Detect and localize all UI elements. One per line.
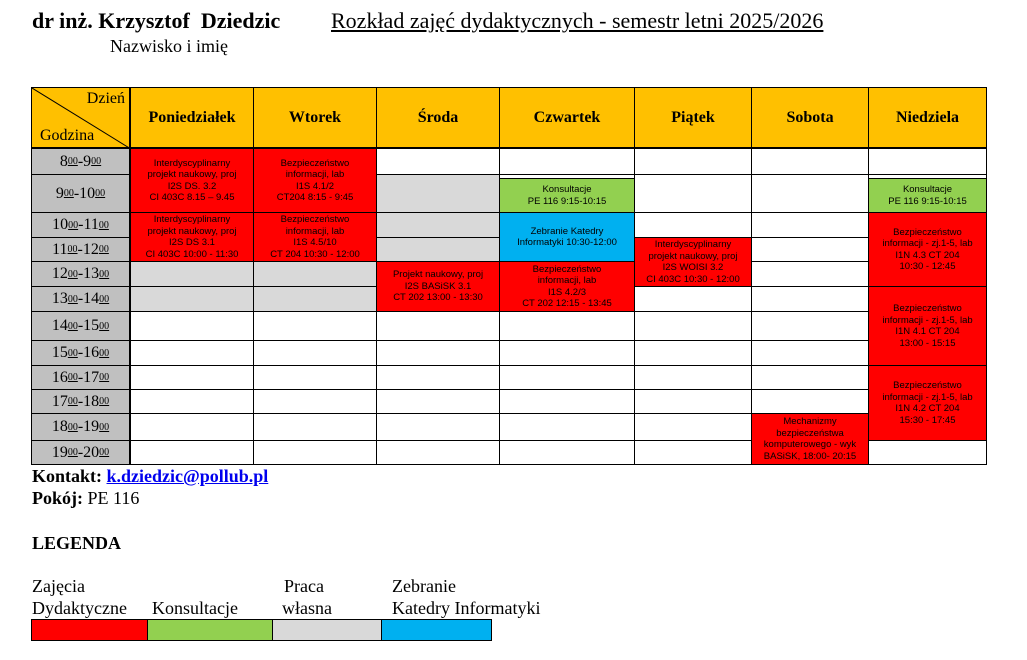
room-line bbox=[32, 488, 139, 509]
event-line: CI 403C 10:00 - 11:30 bbox=[145, 248, 239, 260]
day-header: Niedziela bbox=[868, 87, 987, 148]
hour-start: 13 bbox=[51, 290, 68, 307]
legend-line: Praca bbox=[284, 576, 324, 596]
schedule-cell[interactable] bbox=[376, 311, 500, 341]
table-corner bbox=[31, 87, 130, 148]
event-block[interactable] bbox=[130, 148, 254, 213]
minute-start: 00 bbox=[67, 347, 78, 359]
teacher-name: dr inż. Krzysztof Dziedzic bbox=[32, 8, 281, 33]
event-block[interactable] bbox=[130, 212, 254, 262]
event-line: Bezpieczeństwo bbox=[893, 226, 962, 238]
event-text bbox=[146, 214, 239, 260]
event-block[interactable] bbox=[868, 286, 987, 366]
event-line: I2S DS. 3.2 bbox=[167, 180, 217, 192]
event-text bbox=[528, 184, 607, 207]
event-line: I2S WOISI 3.2 bbox=[662, 262, 724, 273]
dash: - bbox=[77, 443, 84, 461]
event-line: 10:30 - 12:45 bbox=[899, 261, 956, 272]
hour-end: 14 bbox=[83, 290, 100, 307]
minute-end: 00 bbox=[95, 188, 106, 199]
event-line: informacji - zj.1-5, lab bbox=[882, 238, 973, 249]
legend-line: własna bbox=[282, 598, 332, 618]
day-header: Sobota bbox=[751, 87, 869, 148]
schedule-cell[interactable] bbox=[499, 365, 635, 390]
legend-label-consult bbox=[152, 575, 238, 619]
schedule-cell[interactable] bbox=[868, 148, 987, 175]
event-line: I1N 4.1 CT 204 bbox=[895, 326, 960, 337]
schedule-cell[interactable] bbox=[868, 440, 987, 465]
event-line: Bezpieczeństwo bbox=[893, 303, 962, 314]
schedule-cell[interactable] bbox=[634, 440, 752, 465]
minute-end: 00 bbox=[98, 244, 109, 255]
minute-start: 00 bbox=[63, 188, 74, 199]
schedule-cell[interactable] bbox=[499, 340, 635, 366]
day-header: Czwartek bbox=[499, 87, 635, 148]
legend-line: Zebranie bbox=[392, 576, 456, 596]
schedule-cell[interactable] bbox=[130, 261, 254, 287]
schedule-cell[interactable] bbox=[253, 365, 377, 390]
legend-label-own-work bbox=[282, 575, 332, 619]
event-line: informacji, lab bbox=[285, 225, 345, 237]
event-text bbox=[764, 416, 856, 462]
legend-line: Zajęcia bbox=[32, 576, 85, 596]
hour-end: 13 bbox=[83, 265, 100, 282]
schedule-cell[interactable] bbox=[634, 365, 752, 390]
hour-start: 14 bbox=[51, 317, 68, 334]
hour-end: 17 bbox=[83, 368, 100, 386]
event-line: CT 202 12:15 - 13:45 bbox=[522, 298, 612, 309]
legend-label-teaching bbox=[32, 575, 127, 619]
event-text bbox=[517, 226, 617, 249]
event-text bbox=[147, 158, 236, 204]
time-slot bbox=[31, 237, 130, 262]
legend-title: LEGENDA bbox=[32, 533, 122, 553]
minute-end: 00 bbox=[99, 372, 110, 383]
schedule-table bbox=[31, 87, 986, 464]
schedule-cell[interactable] bbox=[751, 261, 869, 287]
event-block[interactable] bbox=[868, 178, 987, 213]
event-block[interactable] bbox=[253, 212, 377, 262]
event-line: I1S 4.1/2 bbox=[295, 180, 334, 192]
dash: - bbox=[77, 290, 84, 307]
event-line: Bezpieczeństwo bbox=[280, 214, 350, 225]
hour-end: 15 bbox=[83, 317, 100, 334]
schedule-cell[interactable] bbox=[130, 340, 254, 366]
schedule-cell[interactable] bbox=[253, 389, 377, 414]
day-header: Piątek bbox=[634, 87, 752, 148]
event-text bbox=[277, 158, 354, 204]
event-line: Projekt naukowy, proj bbox=[392, 269, 484, 281]
event-line: PE 116 9:15-10:15 bbox=[888, 195, 967, 207]
hour-end: 12 bbox=[82, 240, 99, 258]
corner-day-label: Dzień bbox=[86, 90, 125, 107]
dash: - bbox=[77, 240, 83, 258]
event-line: I1N 4.3 CT 204 bbox=[895, 249, 960, 261]
schedule-cell[interactable] bbox=[376, 174, 500, 213]
hour-start: 11 bbox=[52, 240, 68, 258]
schedule-cell[interactable] bbox=[253, 340, 377, 366]
event-line: Informatyki 10:30-12:00 bbox=[517, 237, 617, 248]
minute-start: 00 bbox=[68, 219, 79, 231]
dash: - bbox=[77, 392, 84, 410]
minute-start: 00 bbox=[67, 156, 78, 167]
event-block[interactable] bbox=[868, 365, 987, 441]
name-caption: Nazwisko i imię bbox=[110, 36, 228, 56]
hour-start: 15 bbox=[51, 344, 68, 361]
event-line: Bezpieczeństwo bbox=[280, 157, 350, 169]
email-link[interactable]: k.dziedzic@pollub.pl bbox=[106, 466, 269, 486]
event-block[interactable] bbox=[499, 261, 635, 312]
schedule-cell[interactable] bbox=[634, 311, 752, 341]
minute-start: 00 bbox=[67, 372, 78, 383]
event-line: I2S BASiSK 3.1 bbox=[404, 280, 472, 292]
schedule-cell[interactable] bbox=[253, 413, 377, 441]
dash: - bbox=[77, 368, 84, 386]
event-line: 15:30 - 17:45 bbox=[899, 414, 956, 426]
day-header: Poniedziałek bbox=[130, 87, 254, 148]
minute-end: 00 bbox=[99, 268, 110, 280]
time-slot bbox=[31, 311, 130, 341]
schedule-cell[interactable] bbox=[130, 389, 254, 414]
time-slot bbox=[31, 413, 130, 441]
schedule-cell[interactable] bbox=[499, 389, 635, 414]
hour-start: 19 bbox=[51, 443, 68, 461]
hour-end: 19 bbox=[83, 418, 100, 435]
event-line: I1S 4.2/3 bbox=[547, 286, 587, 298]
minute-end: 00 bbox=[99, 447, 110, 458]
schedule-cell[interactable] bbox=[751, 365, 869, 390]
event-line: informacji - zj.1-5, lab bbox=[882, 314, 973, 326]
legend-swatch-meeting bbox=[381, 619, 492, 641]
time-slot bbox=[31, 340, 130, 366]
schedule-cell[interactable] bbox=[751, 148, 869, 175]
dash: - bbox=[73, 184, 80, 202]
minute-start: 00 bbox=[67, 320, 78, 332]
schedule-cell[interactable] bbox=[499, 311, 635, 341]
event-block[interactable] bbox=[499, 178, 635, 213]
event-text bbox=[882, 303, 972, 349]
event-line: Interdyscyplinarny bbox=[153, 157, 231, 169]
event-text bbox=[270, 214, 360, 260]
event-line: projekt naukowy, proj bbox=[648, 250, 738, 262]
time-slot bbox=[31, 261, 130, 287]
schedule-cell[interactable] bbox=[751, 389, 869, 414]
event-line: bezpieczeństwa bbox=[776, 427, 844, 439]
time-slot bbox=[31, 212, 130, 238]
legend-swatch-consult bbox=[147, 619, 273, 641]
schedule-cell[interactable] bbox=[376, 440, 500, 465]
schedule-cell[interactable] bbox=[634, 212, 752, 238]
event-line: CT 204 10:30 - 12:00 bbox=[270, 248, 360, 260]
schedule-cell[interactable] bbox=[130, 365, 254, 390]
contact-label: Kontakt: bbox=[32, 466, 103, 486]
event-line: Zebranie Katedry bbox=[530, 225, 604, 237]
schedule-cell[interactable] bbox=[130, 311, 254, 341]
legend-swatch-teaching bbox=[31, 619, 148, 641]
schedule-cell[interactable] bbox=[376, 389, 500, 414]
schedule-cell[interactable] bbox=[499, 413, 635, 441]
event-text bbox=[646, 239, 739, 285]
time-slot bbox=[31, 148, 130, 175]
event-line: komputerowego - wyk bbox=[763, 439, 857, 450]
corner-hour-label: Godzina bbox=[40, 127, 95, 144]
minute-start: 00 bbox=[67, 421, 78, 433]
hour-end: 18 bbox=[83, 392, 100, 410]
event-line: CI 403C 8.15 – 9.45 bbox=[149, 192, 235, 203]
hour-start: 10 bbox=[52, 216, 69, 233]
schedule-cell[interactable] bbox=[376, 340, 500, 366]
dash: - bbox=[77, 317, 84, 334]
room-label: Pokój: bbox=[32, 488, 83, 508]
time-slot bbox=[31, 365, 130, 390]
schedule-cell[interactable] bbox=[634, 286, 752, 312]
contact-line bbox=[32, 466, 268, 487]
event-text bbox=[882, 380, 972, 426]
minute-end: 00 bbox=[99, 396, 110, 407]
hour-start: 18 bbox=[51, 418, 68, 435]
schedule-cell[interactable] bbox=[499, 440, 635, 465]
event-line: I1N 4.2 CT 204 bbox=[895, 403, 960, 414]
event-line: PE 116 9:15-10:15 bbox=[527, 195, 607, 207]
schedule-cell[interactable] bbox=[751, 212, 869, 238]
minute-end: 00 bbox=[91, 156, 102, 167]
schedule-cell[interactable] bbox=[376, 148, 500, 175]
schedule-cell[interactable] bbox=[253, 286, 377, 312]
event-line: I2S DS 3.1 bbox=[169, 237, 215, 248]
event-line: I1S 4.5/10 bbox=[293, 237, 337, 248]
legend-line: Katedry Informatyki bbox=[392, 598, 541, 618]
schedule-cell[interactable] bbox=[634, 174, 752, 213]
legend-swatch-own-work bbox=[272, 619, 382, 641]
event-block[interactable] bbox=[253, 148, 377, 213]
minute-start: 00 bbox=[67, 293, 78, 305]
hour-end: 9 bbox=[83, 152, 92, 170]
hour-start: 17 bbox=[51, 392, 68, 410]
minute-end: 00 bbox=[99, 421, 110, 433]
schedule-cell[interactable] bbox=[376, 365, 500, 390]
day-header: Środa bbox=[376, 87, 500, 148]
minute-start: 00 bbox=[67, 244, 78, 255]
event-block[interactable] bbox=[634, 237, 752, 287]
event-line: Interdyscyplinarny bbox=[654, 239, 732, 250]
hour-start: 16 bbox=[51, 368, 68, 386]
event-line: projekt naukowy, proj bbox=[147, 225, 237, 237]
event-line: CT 202 13:00 - 13:30 bbox=[393, 292, 483, 304]
event-block[interactable] bbox=[376, 261, 500, 312]
schedule-cell[interactable] bbox=[634, 389, 752, 414]
schedule-cell[interactable] bbox=[751, 174, 869, 213]
schedule-cell[interactable] bbox=[751, 237, 869, 262]
hour-end: 11 bbox=[83, 216, 99, 233]
hour-end: 16 bbox=[83, 344, 100, 361]
legend-line bbox=[152, 575, 238, 597]
event-line: Konsultacje bbox=[902, 184, 953, 195]
schedule-cell[interactable] bbox=[130, 440, 254, 465]
minute-start: 00 bbox=[67, 396, 78, 407]
event-text bbox=[888, 184, 967, 207]
event-line: Bezpieczeństwo bbox=[893, 380, 962, 391]
minute-end: 00 bbox=[98, 219, 109, 231]
event-line: Mechanizmy bbox=[783, 416, 837, 427]
event-line: Konsultacje bbox=[542, 184, 592, 195]
schedule-cell[interactable] bbox=[253, 261, 377, 287]
schedule-cell[interactable] bbox=[130, 286, 254, 312]
schedule-cell[interactable] bbox=[634, 340, 752, 366]
event-line: BASiSK, 18:00- 20:15 bbox=[763, 450, 857, 462]
schedule-cell[interactable] bbox=[376, 413, 500, 441]
event-text bbox=[882, 227, 972, 273]
event-block[interactable] bbox=[751, 413, 869, 465]
minute-end: 00 bbox=[99, 347, 110, 359]
schedule-cell[interactable] bbox=[376, 237, 500, 262]
event-line: CT204 8:15 - 9:45 bbox=[276, 192, 354, 203]
hour-start: 12 bbox=[51, 265, 68, 282]
dash: - bbox=[77, 344, 84, 361]
event-block[interactable] bbox=[499, 212, 635, 262]
event-line: informacji, lab bbox=[537, 275, 597, 286]
event-line: projekt naukowy, proj bbox=[147, 169, 237, 180]
legend-label-meeting bbox=[392, 575, 540, 619]
time-slot bbox=[31, 286, 130, 312]
schedule-cell[interactable] bbox=[499, 148, 635, 175]
event-line: CI 403C 10:30 - 12:00 bbox=[646, 273, 740, 285]
page-title: Rozkład zajęć dydaktycznych - semestr letni 2025/2026 bbox=[331, 8, 824, 33]
schedule-cell[interactable] bbox=[634, 413, 752, 441]
day-header: Wtorek bbox=[253, 87, 377, 148]
hour-end: 20 bbox=[83, 443, 100, 461]
dash: - bbox=[77, 265, 84, 282]
event-line: informacji, lab bbox=[285, 169, 345, 180]
minute-start: 00 bbox=[67, 447, 78, 458]
schedule-cell[interactable] bbox=[751, 286, 869, 312]
schedule-cell[interactable] bbox=[634, 148, 752, 175]
hour-start: 9 bbox=[55, 184, 64, 202]
dash: - bbox=[77, 152, 84, 170]
time-slot bbox=[31, 389, 130, 414]
time-slot bbox=[31, 440, 130, 465]
time-slot bbox=[31, 174, 130, 213]
event-text bbox=[522, 264, 612, 310]
hour-start: 8 bbox=[59, 152, 68, 170]
schedule-cell[interactable] bbox=[751, 340, 869, 366]
dash: - bbox=[78, 216, 84, 233]
event-block[interactable] bbox=[868, 212, 987, 287]
schedule-cell[interactable] bbox=[130, 413, 254, 441]
schedule-cell[interactable] bbox=[253, 440, 377, 465]
minute-start: 00 bbox=[67, 268, 78, 280]
schedule-cell[interactable] bbox=[751, 311, 869, 341]
event-line: Bezpieczeństwo bbox=[532, 263, 602, 275]
hour-end: 10 bbox=[79, 184, 96, 202]
event-line: informacji - zj.1-5, lab bbox=[882, 391, 973, 403]
dash: - bbox=[77, 418, 84, 435]
event-line: Interdyscyplinarny bbox=[153, 214, 231, 225]
event-line: 13:00 - 15:15 bbox=[899, 337, 956, 349]
minute-end: 00 bbox=[99, 293, 110, 305]
room-value: PE 116 bbox=[87, 488, 140, 508]
event-text bbox=[393, 269, 483, 304]
legend-line: Dydaktyczne bbox=[32, 598, 127, 618]
schedule-cell[interactable] bbox=[253, 311, 377, 341]
legend-line: Konsultacje bbox=[152, 598, 238, 618]
minute-end: 00 bbox=[99, 320, 110, 332]
schedule-cell[interactable] bbox=[376, 212, 500, 238]
